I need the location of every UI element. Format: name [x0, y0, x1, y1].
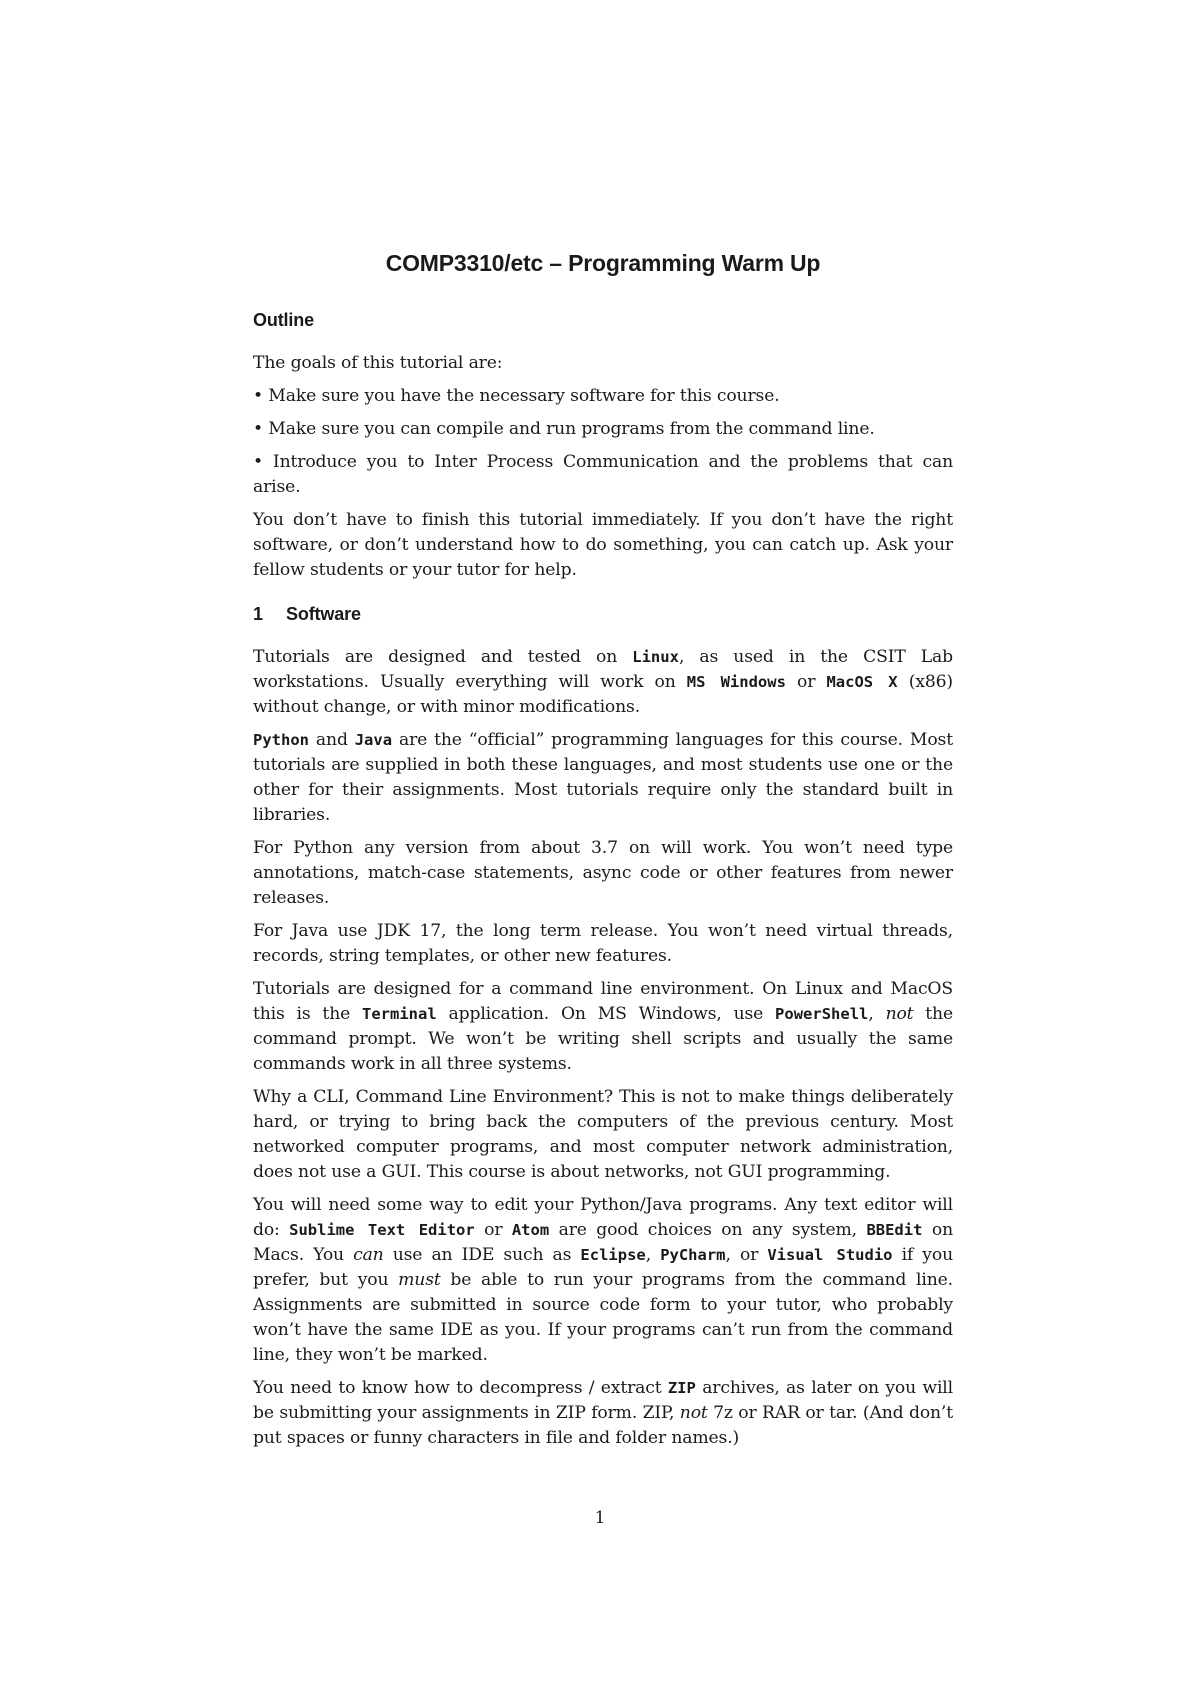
- paragraph-editors: [253, 1193, 953, 1368]
- text-run: or: [474, 1220, 512, 1240]
- section-title: Software: [286, 604, 361, 624]
- text-run: (x86) without change, or with minor modifications.: [253, 672, 953, 717]
- paragraph-command-line: [253, 977, 953, 1077]
- text-run: You need to know how to decompress / extract: [253, 1378, 668, 1398]
- code-sublime: Sublime Text Editor: [289, 1221, 475, 1239]
- goal-item: • Introduce you to Inter Process Communication and the problems that can arise.: [253, 452, 953, 497]
- paragraph-languages: [253, 728, 953, 828]
- paragraph-why-cli: Why a CLI, Command Line Environment? This is not to make things deliberately hard, or trying to bring back the computers of the previous century. Most networked computer programs, and most computer network administration, does not use a GUI. This course is about networks, not GUI programming.: [253, 1087, 953, 1182]
- text-run: Tutorials are designed for a command line environment. On Linux and MacOS this is the: [253, 979, 953, 1024]
- goal-item: • Make sure you can compile and run programs from the command line.: [253, 419, 875, 439]
- text-run: or: [785, 672, 827, 692]
- code-java: Java: [354, 731, 393, 749]
- text-run: You will need some way to edit your Python/Java programs. Any text editor will do:: [253, 1195, 953, 1240]
- code-bbedit: BBEdit: [866, 1221, 923, 1239]
- code-atom: Atom: [511, 1221, 550, 1239]
- text-run: 7z or RAR or tar. (And don’t put spaces or funny characters in file and folder names.): [253, 1403, 954, 1448]
- code-zip: ZIP: [667, 1379, 696, 1397]
- paragraph-platforms: [253, 645, 953, 720]
- emphasis-can: can: [353, 1245, 384, 1265]
- text-run: ,: [645, 1245, 661, 1265]
- outline-heading: Outline: [253, 310, 314, 330]
- code-eclipse: Eclipse: [580, 1246, 646, 1264]
- paragraph-zip: [253, 1376, 953, 1451]
- page-content: [253, 248, 953, 1459]
- text-run: be able to run your programs from the command line. Assignments are submitted in source code form to your tutor, who probably won’t have the same IDE as you. If your programs can’t run from the command line, they won’t be marked.: [253, 1270, 953, 1365]
- code-macos: MacOS X: [826, 673, 898, 691]
- text-run: , as used in the CSIT Lab workstations. Usually everything will work on: [253, 647, 953, 692]
- document-title: COMP3310/etc – Programming Warm Up: [385, 250, 821, 276]
- text-run: , or: [725, 1245, 768, 1265]
- text-run: and: [309, 730, 355, 750]
- code-ms-windows: MS Windows: [686, 673, 786, 691]
- code-terminal: Terminal: [362, 1005, 437, 1023]
- text-run: use an IDE such as: [383, 1245, 581, 1265]
- outline-closing: You don’t have to finish this tutorial immediately. If you don’t have the right software, or don’t understand how to do something, you can catch up. Ask your fellow students or your tutor for help.: [253, 510, 953, 580]
- text-run: Tutorials are designed and tested on: [253, 647, 633, 667]
- text-run: the command prompt. We won’t be writing shell scripts and usually the same commands work in all three systems.: [253, 1004, 953, 1074]
- outline-intro: The goals of this tutorial are:: [253, 353, 503, 373]
- section-heading-software: [253, 602, 953, 626]
- text-run: ,: [868, 1004, 886, 1024]
- code-pycharm: PyCharm: [660, 1246, 726, 1264]
- text-run: if you prefer, but you: [253, 1245, 953, 1290]
- goal-item: • Make sure you have the necessary software for this course.: [253, 386, 780, 406]
- code-linux: Linux: [632, 648, 679, 666]
- text-run: archives, as later on you will be submitting your assignments in ZIP form. ZIP,: [253, 1378, 953, 1423]
- text-run: on Macs. You: [253, 1220, 953, 1265]
- paragraph-java-version: For Java use JDK 17, the long term release. You won’t need virtual threads, records, string templates, or other new features.: [253, 921, 953, 966]
- section-spacer: [253, 591, 953, 602]
- emphasis-must: must: [398, 1270, 441, 1290]
- text-run: application. On MS Windows, use: [436, 1004, 776, 1024]
- code-powershell: PowerShell: [775, 1005, 869, 1023]
- code-python: Python: [253, 731, 309, 749]
- emphasis-not: not: [679, 1403, 708, 1423]
- emphasis-not: not: [885, 1004, 914, 1024]
- code-visual-studio: Visual Studio: [767, 1246, 893, 1264]
- text-run: are the “official” programming languages for this course. Most tutorials are supplied in both these languages, and most students use one or the other for their assignments. Most tutorials require only the standard built in libraries.: [253, 730, 953, 825]
- page-number: 1: [594, 1508, 606, 1528]
- section-number: 1: [253, 604, 263, 624]
- text-run: are good choices on any system,: [549, 1220, 867, 1240]
- paragraph-python-version: For Python any version from about 3.7 on will work. You won’t need type annotations, match-case statements, async code or other features from newer releases.: [253, 838, 953, 908]
